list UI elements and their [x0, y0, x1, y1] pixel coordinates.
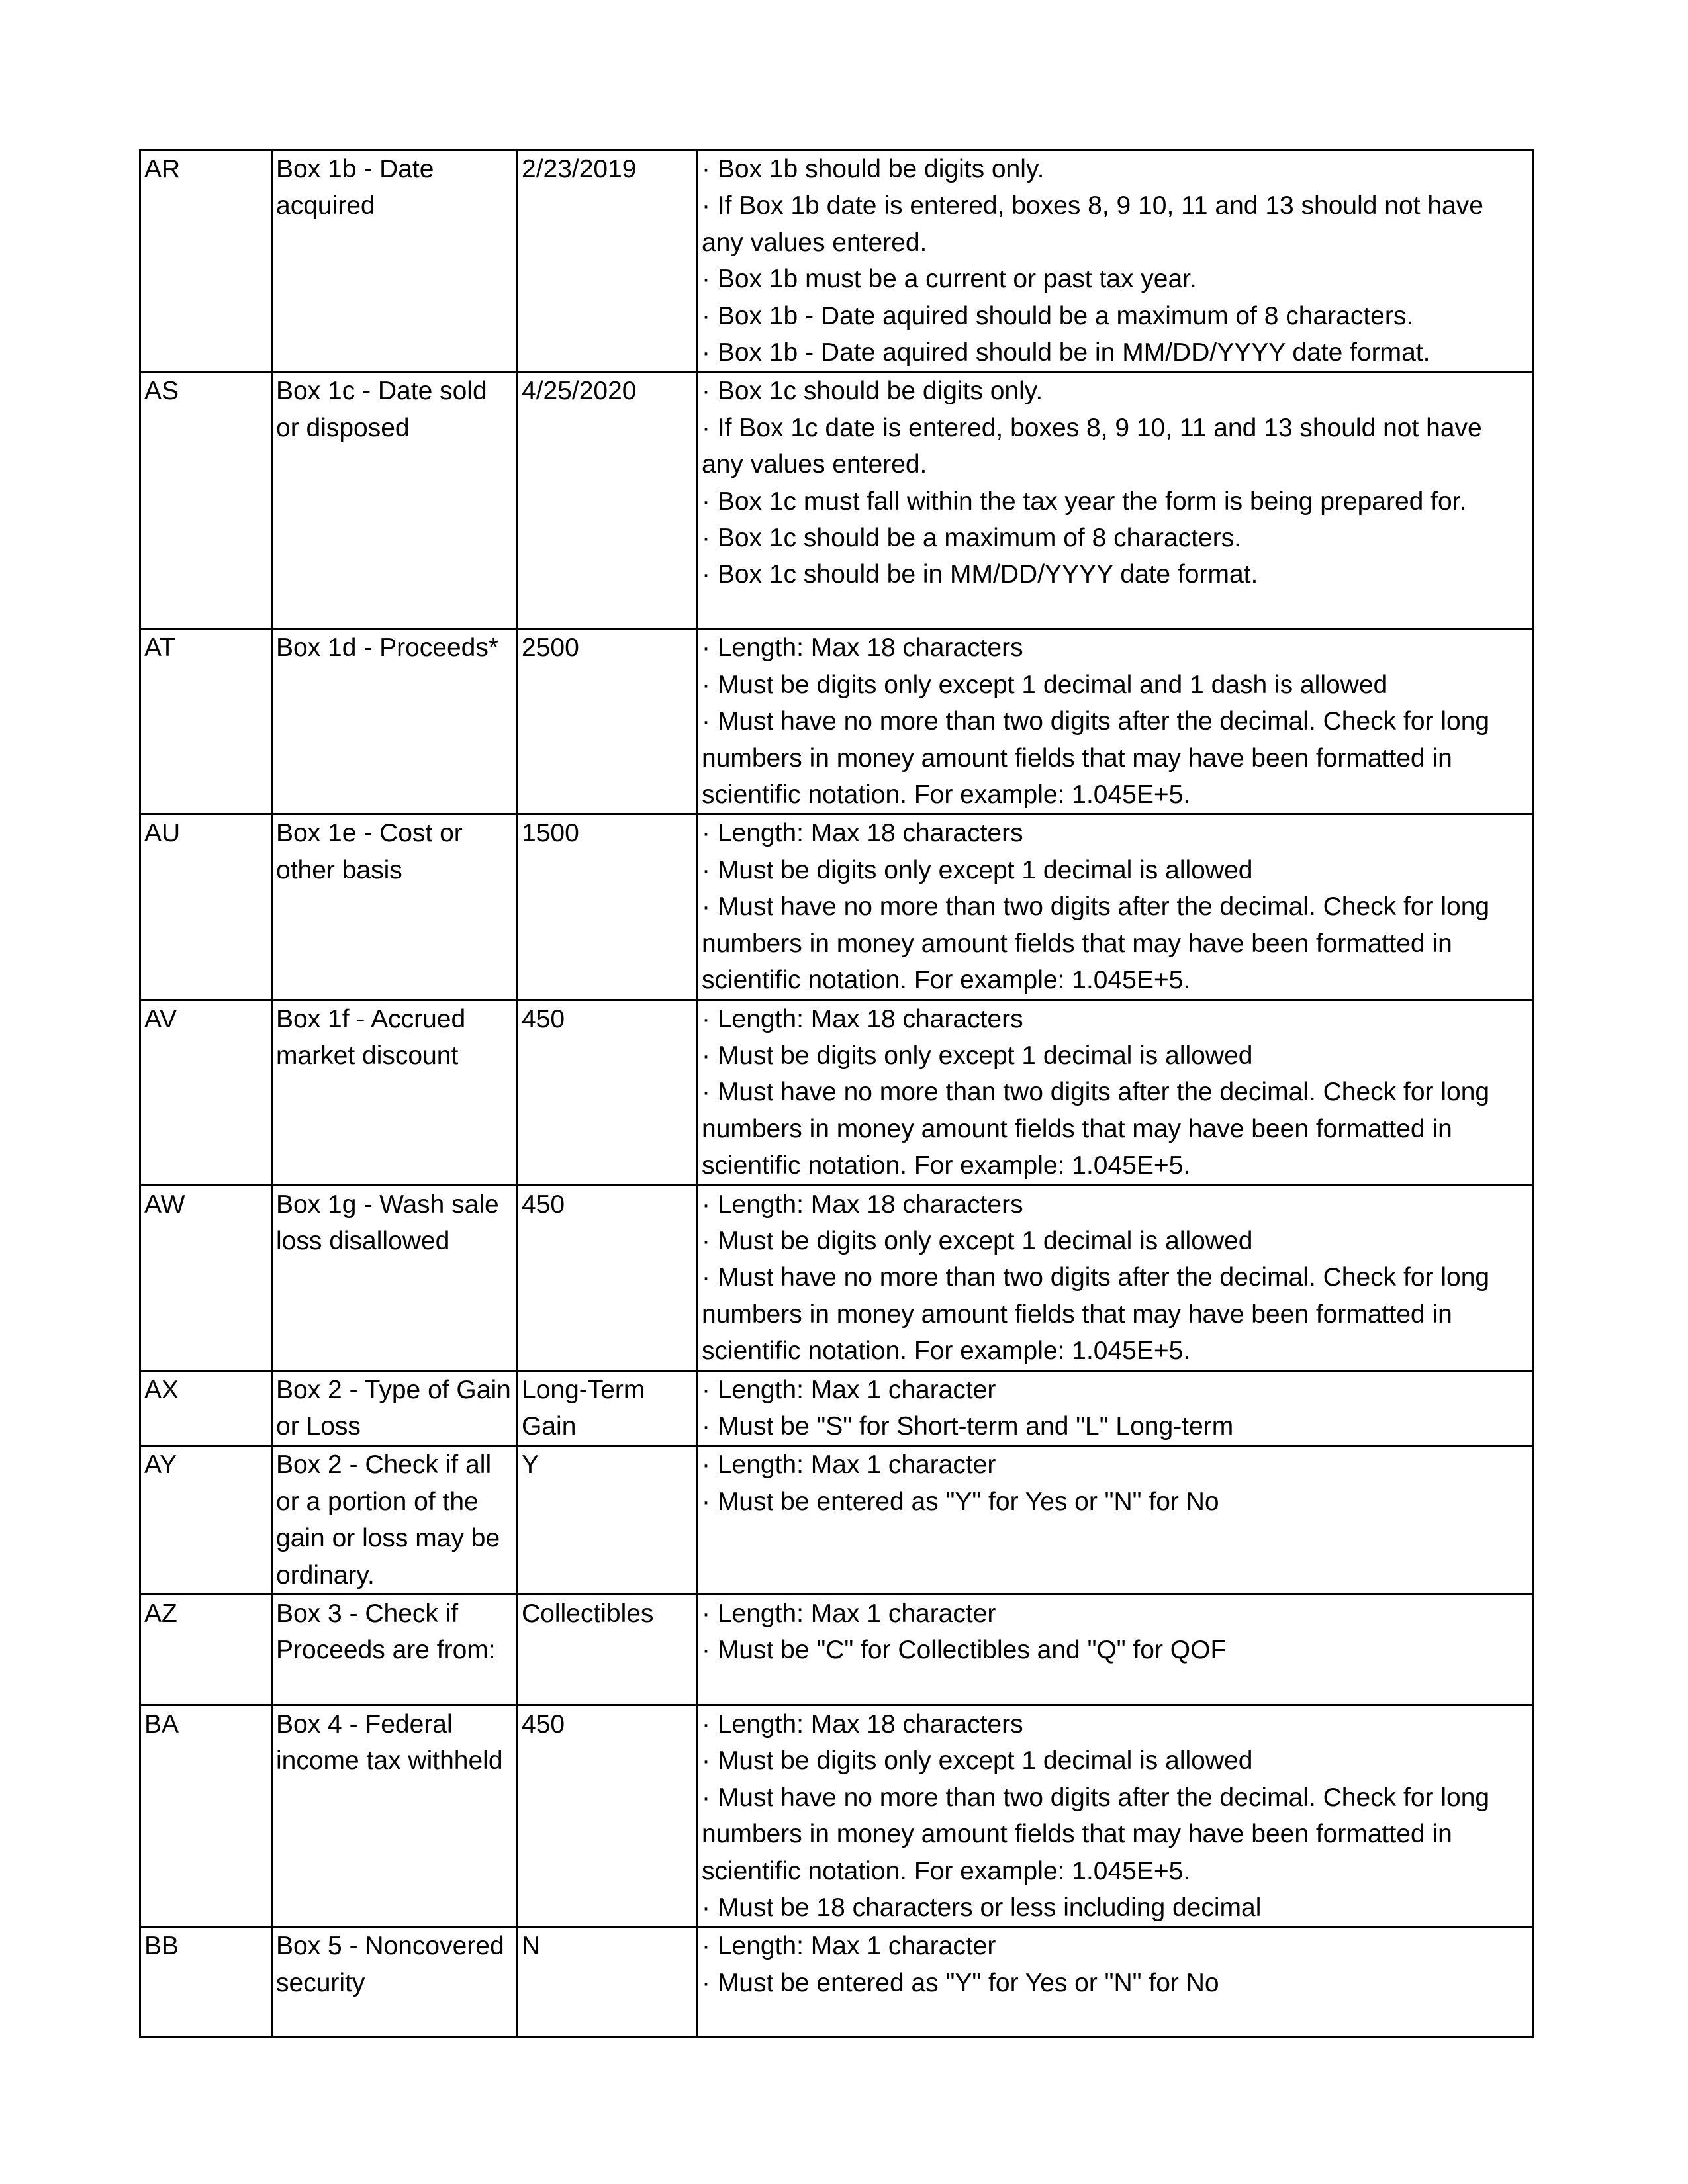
example-value: 450: [518, 1705, 698, 1927]
example-value: 450: [518, 1000, 698, 1185]
table-row: [140, 150, 1533, 372]
rule-text: · Length: Max 18 characters: [702, 1710, 1023, 1738]
rule-text: · Box 1b - Date aquired should be in MM/DD/YYYY date format.: [702, 338, 1430, 367]
validation-rules: [698, 1370, 1533, 1446]
column-letter: AZ: [140, 1595, 272, 1705]
field-name: Box 1d - Proceeds*: [272, 629, 518, 814]
validation-rules: [698, 629, 1533, 814]
column-letter: AV: [140, 1000, 272, 1185]
rule-text: · Length: Max 18 characters: [702, 819, 1023, 848]
column-letter: BB: [140, 1927, 272, 2037]
rule-text: · Must be digits only except 1 decimal is allowed: [702, 1041, 1253, 1070]
rule-text: · Box 1c should be a maximum of 8 characters.: [702, 524, 1242, 553]
rule-text: · Must be "S" for Short-term and "L" Long-term: [702, 1411, 1234, 1441]
field-name: Box 1c - Date sold or disposed: [272, 372, 518, 629]
rule-text: · Length: Max 1 character: [702, 1932, 996, 1961]
table-row: [140, 1000, 1533, 1185]
rule-text: · Must have no more than two digits after the decimal. Check for long numbers in money amount fields that may have been formatted in scientific notation. For example: 1.045E+5.: [702, 892, 1490, 995]
validation-rules: [698, 1446, 1533, 1595]
example-value: 1500: [518, 814, 698, 1000]
field-name: Box 1g - Wash sale loss disallowed: [272, 1185, 518, 1370]
rule-text: · Box 1b - Date aquired should be a maximum of 8 characters.: [702, 301, 1414, 330]
rule-text: · Length: Max 1 character: [702, 1450, 996, 1480]
table-row: [140, 629, 1533, 814]
rule-text: · Must be digits only except 1 decimal is allowed: [702, 855, 1253, 884]
column-letter: AU: [140, 814, 272, 1000]
example-value: Long-Term Gain: [518, 1370, 698, 1446]
field-name: Box 1b - Date acquired: [272, 150, 518, 372]
rule-text: · Must be "C" for Collectibles and "Q" for QOF: [702, 1636, 1227, 1665]
rule-text: · Must be digits only except 1 decimal is allowed: [702, 1226, 1253, 1255]
validation-rules: [698, 1927, 1533, 2037]
rule-text: · Box 1c must fall within the tax year the form is being prepared for.: [702, 487, 1467, 516]
table-row: [140, 814, 1533, 1000]
rule-text: · Must have no more than two digits after the decimal. Check for long numbers in money amount fields that may have been formatted in scientific notation. For example: 1.045E+5.: [702, 707, 1490, 810]
field-name: Box 1f - Accrued market discount: [272, 1000, 518, 1185]
example-value: 2500: [518, 629, 698, 814]
rule-text: · Box 1b should be digits only.: [702, 155, 1045, 183]
field-name: Box 4 - Federal income tax withheld: [272, 1705, 518, 1927]
validation-rules: [698, 150, 1533, 372]
rule-text: · Must be digits only except 1 decimal and 1 dash is allowed: [702, 670, 1388, 699]
rule-text: · If Box 1b date is entered, boxes 8, 9 10, 11 and 13 should not have any values entered.: [702, 191, 1483, 257]
table-row: [140, 1927, 1533, 2037]
rule-text: · Length: Max 18 characters: [702, 1004, 1023, 1033]
example-value: N: [518, 1927, 698, 2037]
rule-text: · Must be digits only except 1 decimal is allowed: [702, 1746, 1253, 1776]
validation-rules: [698, 1595, 1533, 1705]
column-letter: AT: [140, 629, 272, 814]
column-letter: BA: [140, 1705, 272, 1927]
table-row: [140, 1446, 1533, 1595]
rule-text: · Box 1b must be a current or past tax year.: [702, 265, 1197, 294]
validation-rules: [698, 372, 1533, 629]
validation-rules: [698, 1705, 1533, 1927]
field-name: Box 2 - Type of Gain or Loss: [272, 1370, 518, 1446]
table-row: [140, 372, 1533, 629]
table-row: [140, 1595, 1533, 1705]
example-value: 450: [518, 1185, 698, 1370]
field-name: Box 2 - Check if all or a portion of the gain or loss may be ordinary.: [272, 1446, 518, 1595]
validation-rules: [698, 1185, 1533, 1370]
field-name: Box 3 - Check if Proceeds are from:: [272, 1595, 518, 1705]
rule-text: · Must be entered as "Y" for Yes or "N" for No: [702, 1968, 1219, 1997]
rule-text: · Length: Max 18 characters: [702, 634, 1023, 663]
validation-rules: [698, 1000, 1533, 1185]
field-name: Box 1e - Cost or other basis: [272, 814, 518, 1000]
field-name: Box 5 - Noncovered security: [272, 1927, 518, 2037]
rule-text: · Length: Max 1 character: [702, 1375, 996, 1404]
column-letter: AS: [140, 372, 272, 629]
rule-text: · Must have no more than two digits after the decimal. Check for long numbers in money amount fields that may have been formatted in scientific notation. For example: 1.045E+5.: [702, 1078, 1490, 1180]
rule-text: · Box 1c should be digits only.: [702, 377, 1043, 406]
example-value: 4/25/2020: [518, 372, 698, 629]
rule-text: · Box 1c should be in MM/DD/YYYY date format.: [702, 560, 1258, 589]
rule-text: · If Box 1c date is entered, boxes 8, 9 10, 11 and 13 should not have any values entered.: [702, 413, 1482, 479]
column-letter: AR: [140, 150, 272, 372]
example-value: Collectibles: [518, 1595, 698, 1705]
rule-text: · Must be entered as "Y" for Yes or "N" for No: [702, 1487, 1219, 1516]
rule-text: · Length: Max 1 character: [702, 1599, 996, 1628]
rule-text: · Length: Max 18 characters: [702, 1190, 1023, 1219]
table-row: [140, 1705, 1533, 1927]
table-row: [140, 1185, 1533, 1370]
rule-text: · Must be 18 characters or less including decimal: [702, 1893, 1262, 1923]
column-letter: AY: [140, 1446, 272, 1595]
validation-rules: [698, 814, 1533, 1000]
example-value: Y: [518, 1446, 698, 1595]
rule-text: · Must have no more than two digits after the decimal. Check for long numbers in money amount fields that may have been formatted in scientific notation. For example: 1.045E+5.: [702, 1783, 1490, 1885]
column-letter: AX: [140, 1370, 272, 1446]
field-spec-table: [139, 149, 1534, 2038]
table-row: [140, 1370, 1533, 1446]
example-value: 2/23/2019: [518, 150, 698, 372]
rule-text: · Must have no more than two digits after the decimal. Check for long numbers in money amount fields that may have been formatted in scientific notation. For example: 1.045E+5.: [702, 1263, 1490, 1366]
column-letter: AW: [140, 1185, 272, 1370]
